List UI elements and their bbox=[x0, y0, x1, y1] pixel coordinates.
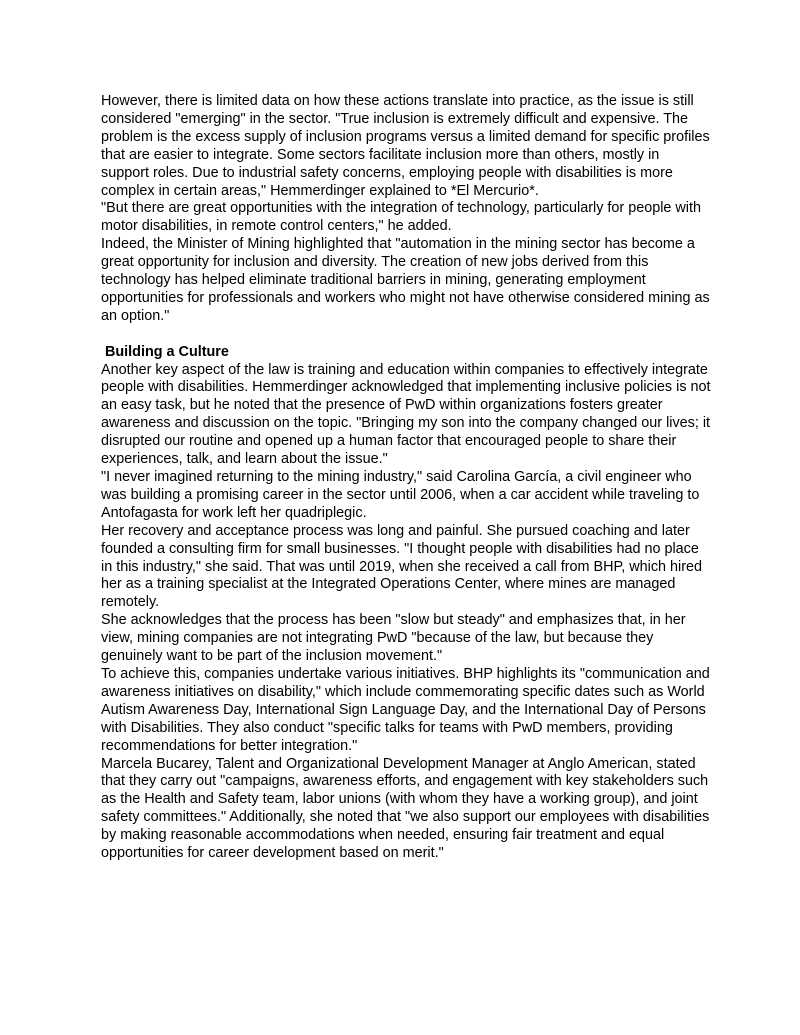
paragraph-anglo-american: Marcela Bucarey, Talent and Organizational Development Manager at Anglo American, stated that they carry out "campaigns, awareness efforts, and engagement with key stakeholders such as the Health and Safety team, labor unions (with whom they have a working group), and joint safety committees." Additionally, she noted that "we also support our employees with disabilities by making reasonable accommodations when needed, ensuring fair treatment and equal opportunities for career development based on merit." bbox=[101, 755, 710, 862]
paragraph-recovery-process: Her recovery and acceptance process was long and painful. She pursued coaching and later founded a consulting firm for small businesses. "I thought people with disabilities had no place in this industry," she said. That was until 2019, when she received a call from BHP, which hired her as a training specialist at the Integrated Operations Center, where mines are managed remotely. bbox=[101, 522, 703, 611]
paragraph-bhp-initiatives: To achieve this, companies undertake various initiatives. BHP highlights its "communication and awareness initiatives on disability," which include commemorating specific dates such as World Autism Awareness Day, International Sign Language Day, and the International Day of Persons with Disabilities. They also conduct "specific talks for teams with PwD members, providing recommendations for better integration." bbox=[101, 665, 710, 754]
paragraph-minister-automation: Indeed, the Minister of Mining highlighted that "automation in the mining sector has become a great opportunity for inclusion and diversity. The creation of new jobs derived from this technology has helped eliminate traditional barriers in mining, generating employment opportunities for professionals and workers who might not have otherwise considered mining as an option." bbox=[101, 236, 710, 324]
paragraph-spacer bbox=[101, 326, 711, 344]
section-heading: Building a Culture bbox=[105, 343, 229, 360]
paragraph-carolina-garcia: "I never imagined returning to the mining industry," said Carolina García, a civil engineer who was building a promising career in the sector until 2006, when a car accident while traveling to Antofagasta for work left her quadriplegic. bbox=[101, 469, 700, 521]
paragraph-slow-but-steady: She acknowledges that the process has been "slow but steady" and emphasizes that, in her view, mining companies are not integrating PwD "because of the law, but because they genuinely want to be part of the inclusion movement." bbox=[101, 612, 686, 665]
paragraph-limited-data: However, there is limited data on how these actions translate into practice, as the issue is still considered "emerging" in the sector. "True inclusion is extremely difficult and expensive. The problem is the excess supply of inclusion programs versus a limited demand for specific profiles that are easier to integrate. Some sectors facilitate inclusion more than others, mostly in support roles. Due to industrial safety concerns, employing people with disabilities is more complex in certain areas," Hemmerdinger explained to *El Mercurio*. bbox=[101, 93, 710, 199]
document-page bbox=[101, 93, 711, 863]
paragraph-opportunities-technology: "But there are great opportunities with the integration of technology, particularly for people with motor disabilities, in remote control centers," he added. bbox=[101, 200, 702, 235]
paragraph-training-education: Another key aspect of the law is training and education within companies to effectively integrate people with disabilities. Hemmerdinger acknowledged that implementing inclusive policies is not an easy task, but he noted that the presence of PwD within organizations fosters greater awareness and discussion on the topic. "Bringing my son into the company changed our lives; it disrupted our routine and opened up a human factor that encouraged people to share their experiences, talk, and learn about the issue." bbox=[101, 361, 711, 468]
